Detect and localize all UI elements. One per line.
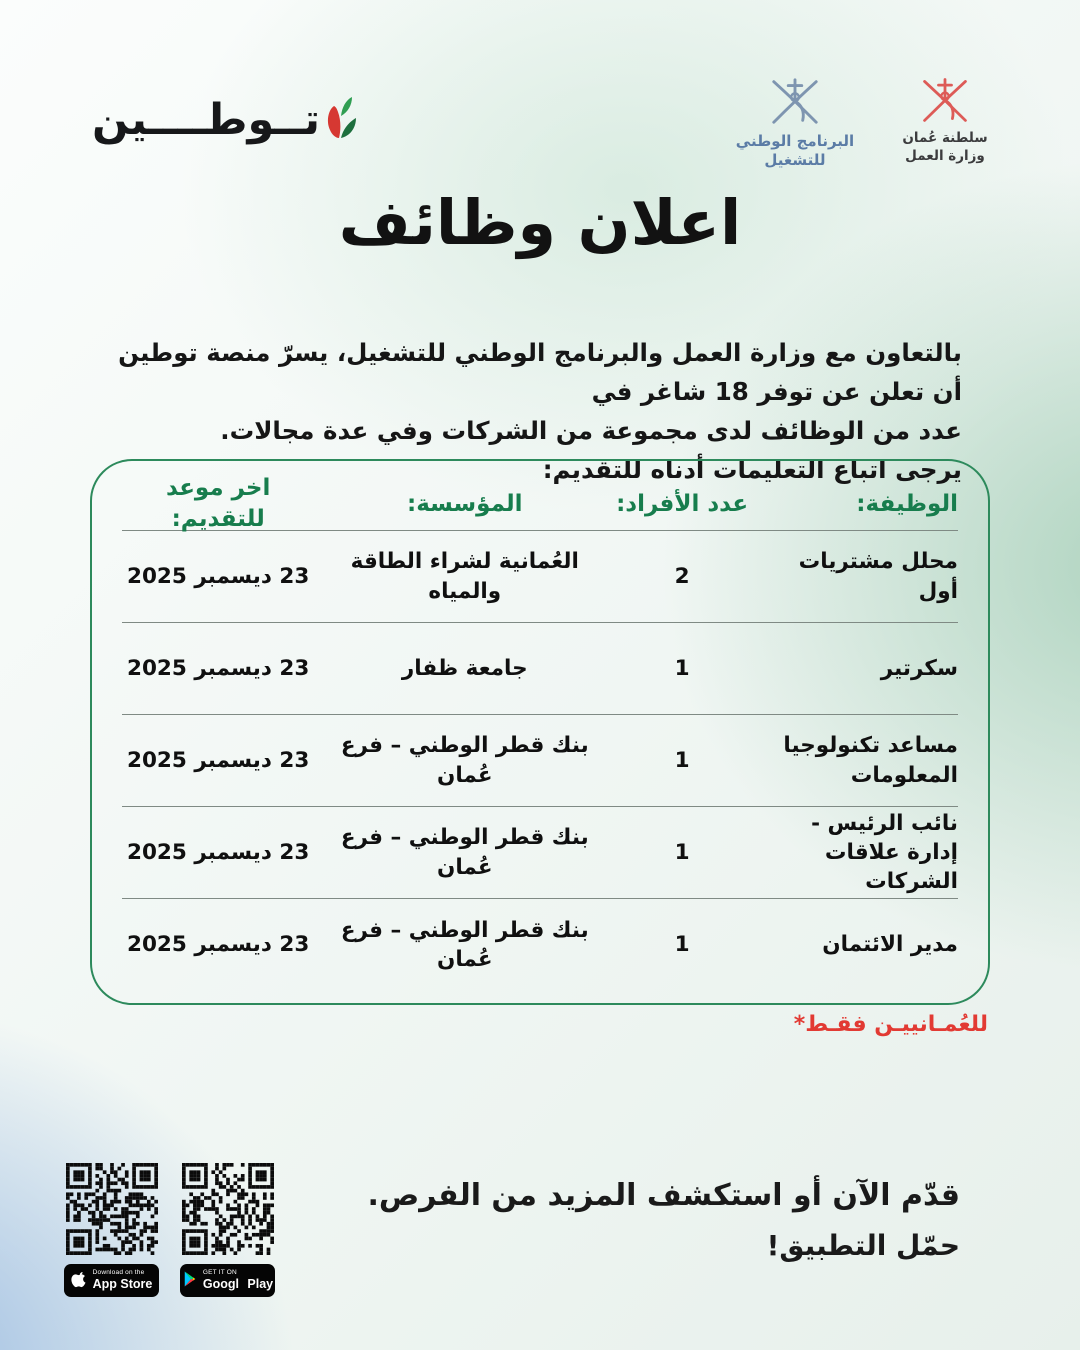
appstore-badge-big-text: App Store — [92, 1277, 153, 1292]
job-org: العُمانية لشراء الطاقة والمياه — [350, 549, 579, 604]
page-title: اعلان وظائف — [338, 186, 742, 259]
nep-name-line2: للتشغيل — [764, 150, 826, 169]
apple-icon — [71, 1269, 88, 1293]
intro-line-3: يرجى اتباع التعليمات أدناه للتقديم: — [542, 455, 962, 484]
job-title: مساعد تكنولوجيا المعلومات — [783, 733, 958, 788]
job-title: مدير الائتمان — [822, 932, 958, 958]
table-header-row — [122, 473, 958, 531]
header-count: عدد الأفراد: — [616, 490, 749, 517]
mol-name-line2: وزارة العمل — [905, 148, 985, 165]
job-title: نائب الرئيس - إدارة علاقات الشركات — [811, 810, 958, 894]
national-employment-program-logo — [734, 74, 856, 170]
job-deadline: 23 ديسمبر 2025 — [127, 839, 310, 865]
gplay-column — [180, 1163, 275, 1297]
partner-logos — [734, 74, 1006, 170]
job-org: جامعة ظفار — [401, 655, 528, 681]
job-count: 1 — [674, 747, 690, 773]
job-count: 1 — [674, 655, 690, 681]
app-store-badge[interactable] — [64, 1264, 159, 1297]
job-org: بنك قطر الوطني – فرع عُمان — [340, 825, 589, 880]
table-row — [122, 715, 958, 807]
job-count: 2 — [674, 563, 690, 589]
tawteen-flower-icon — [324, 92, 360, 148]
header-org: المؤسسة: — [407, 490, 523, 517]
job-deadline: 23 ديسمبر 2025 — [127, 563, 310, 589]
oman-national-emblem-icon — [766, 74, 824, 128]
gplay-badge-big-text: Googl Play — [202, 1277, 274, 1292]
appstore-badge-small-text: Download on the — [92, 1269, 145, 1277]
table-row — [122, 899, 958, 991]
table-row — [122, 623, 958, 715]
job-org: بنك قطر الوطني – فرع عُمان — [340, 733, 589, 788]
job-deadline: 23 ديسمبر 2025 — [127, 747, 310, 773]
jobs-table — [90, 459, 990, 1005]
tawteen-logo-text: تــوطــــين — [92, 95, 321, 145]
job-title: سكرتير — [880, 655, 958, 681]
play-triangle-icon — [182, 1270, 198, 1292]
intro-line-1: بالتعاون مع وزارة العمل والبرنامج الوطني للتشغيل، يسرّ منصة توطين أن تعلن عن توفر 18 شاغر في — [118, 338, 962, 406]
google-play-badge[interactable] — [180, 1264, 275, 1297]
gplay-badge-small-text: GET IT ON — [202, 1269, 237, 1277]
job-org: بنك قطر الوطني – فرع عُمان — [340, 917, 589, 972]
header-deadline: اخر موعد للتقديم: — [165, 475, 271, 533]
job-count: 1 — [674, 932, 690, 958]
job-deadline: 23 ديسمبر 2025 — [127, 655, 310, 681]
job-title: محلل مشتريات أول — [798, 549, 958, 604]
cta-block — [367, 1178, 960, 1262]
qr-code-googleplay — [182, 1163, 274, 1255]
job-count: 1 — [674, 839, 690, 865]
mol-name-line1: سلطنة عُمان — [902, 130, 988, 146]
ministry-of-labour-logo — [884, 74, 1006, 165]
table-row — [122, 531, 958, 623]
qr-code-appstore — [66, 1163, 158, 1255]
omanis-only-note: للعُمـانييـن فقـط* — [793, 1012, 988, 1037]
intro-line-2: عدد من الوظائف لدى مجموعة من الشركات وفي عدة مجالات. — [220, 416, 962, 445]
cta-line-2: حمّل التطبيق! — [766, 1229, 960, 1262]
tawteen-logo — [92, 92, 360, 148]
table-row — [122, 807, 958, 899]
job-deadline: 23 ديسمبر 2025 — [127, 932, 310, 958]
oman-national-emblem-icon — [917, 74, 973, 126]
nep-name-line1: البرنامج الوطني — [735, 132, 855, 150]
cta-line-1: قدّم الآن أو استكشف المزيد من الفرص. — [367, 1178, 960, 1213]
header-job: الوظيفة: — [856, 490, 958, 517]
store-links — [64, 1163, 275, 1297]
appstore-column — [64, 1163, 159, 1297]
